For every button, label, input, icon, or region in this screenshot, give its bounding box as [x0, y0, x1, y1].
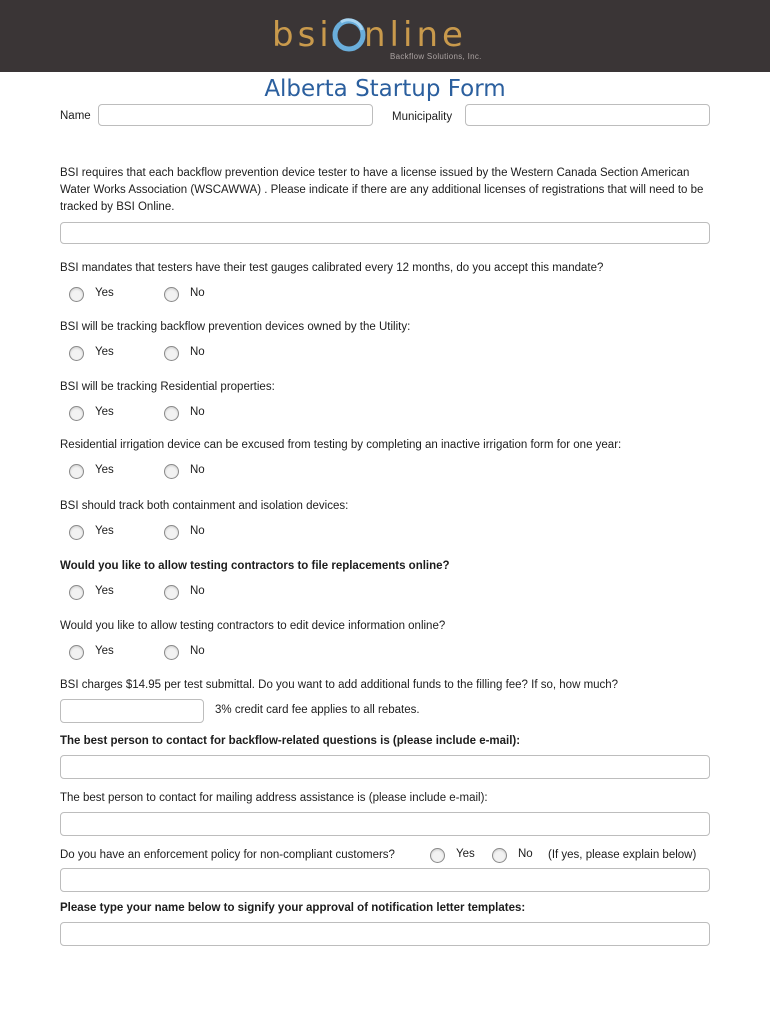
radio-button[interactable]	[69, 464, 84, 479]
radio-button[interactable]	[164, 346, 179, 361]
mailing-contact-field[interactable]	[60, 812, 710, 836]
radio-button[interactable]	[492, 848, 507, 863]
question-file-replacements: Would you like to allow testing contractors to file replacements online?	[60, 560, 450, 572]
additional-fee-field[interactable]	[60, 699, 204, 723]
radio-button[interactable]	[69, 585, 84, 600]
enforcement-note: (If yes, please explain below)	[548, 849, 697, 861]
question-additional-fee: BSI charges $14.95 per test submittal. Do you want to add additional funds to the filling fee? If so, how much?	[60, 679, 619, 691]
logo-o-ring-icon	[332, 10, 366, 58]
license-paragraph: BSI requires that each backflow prevention device tester to have a license issued by the Western Canada Section American Water Works Association (WSCAWWA) . Please indicate if there are any additional licenses of registrations that will need to be tracked by BSI Online.	[60, 167, 704, 213]
bsi-online-logo	[272, 8, 502, 68]
question-approval-signature: Please type your name below to signify your approval of notification letter templates:	[60, 902, 526, 914]
radio-button[interactable]	[69, 287, 84, 302]
question-backflow-contact: The best person to contact for backflow-related questions is (please include e-mail):	[60, 735, 521, 747]
radio-button[interactable]	[69, 406, 84, 421]
radio-button[interactable]	[430, 848, 445, 863]
question-gauge-calibration: BSI mandates that testers have their test gauges calibrated every 12 months, do you accept this mandate?	[60, 262, 604, 274]
form-title: Alberta Startup Form	[264, 76, 506, 102]
municipality-label: Municipality	[392, 111, 453, 123]
municipality-field[interactable]	[465, 104, 710, 126]
question-irrigation: Residential irrigation device can be excused from testing by completing an inactive irrigation form for one year:	[60, 439, 622, 451]
credit-card-fee-note: 3% credit card fee applies to all rebates.	[215, 704, 420, 716]
radio-button[interactable]	[69, 346, 84, 361]
logo-text-online: nline	[364, 15, 467, 55]
question-residential: BSI will be tracking Residential properties:	[60, 381, 275, 393]
radio-button[interactable]	[164, 585, 179, 600]
question-enforcement-policy: Do you have an enforcement policy for non-compliant customers?	[60, 849, 395, 861]
question-edit-device-info: Would you like to allow testing contractors to edit device information online?	[60, 620, 446, 632]
approval-name-field[interactable]	[60, 922, 710, 946]
logo-tagline: Backflow Solutions, Inc.	[390, 52, 482, 61]
name-field[interactable]	[98, 104, 373, 126]
radio-button[interactable]	[164, 525, 179, 540]
radio-button[interactable]	[69, 525, 84, 540]
name-label: Name	[60, 110, 91, 122]
question-utility-devices: BSI will be tracking backflow prevention devices owned by the Utility:	[60, 321, 411, 333]
question-containment-isolation: BSI should track both containment and isolation devices:	[60, 500, 349, 512]
question-mailing-contact: The best person to contact for mailing address assistance is (please include e-mail):	[60, 792, 488, 804]
radio-button[interactable]	[69, 645, 84, 660]
logo-text-bsi: bsi	[272, 15, 333, 55]
enforcement-explanation-field[interactable]	[60, 868, 710, 892]
radio-button[interactable]	[164, 287, 179, 302]
backflow-contact-field[interactable]	[60, 755, 710, 779]
radio-button[interactable]	[164, 645, 179, 660]
radio-button[interactable]	[164, 464, 179, 479]
header-banner	[0, 0, 770, 72]
radio-button[interactable]	[164, 406, 179, 421]
additional-licenses-field[interactable]	[60, 222, 710, 244]
